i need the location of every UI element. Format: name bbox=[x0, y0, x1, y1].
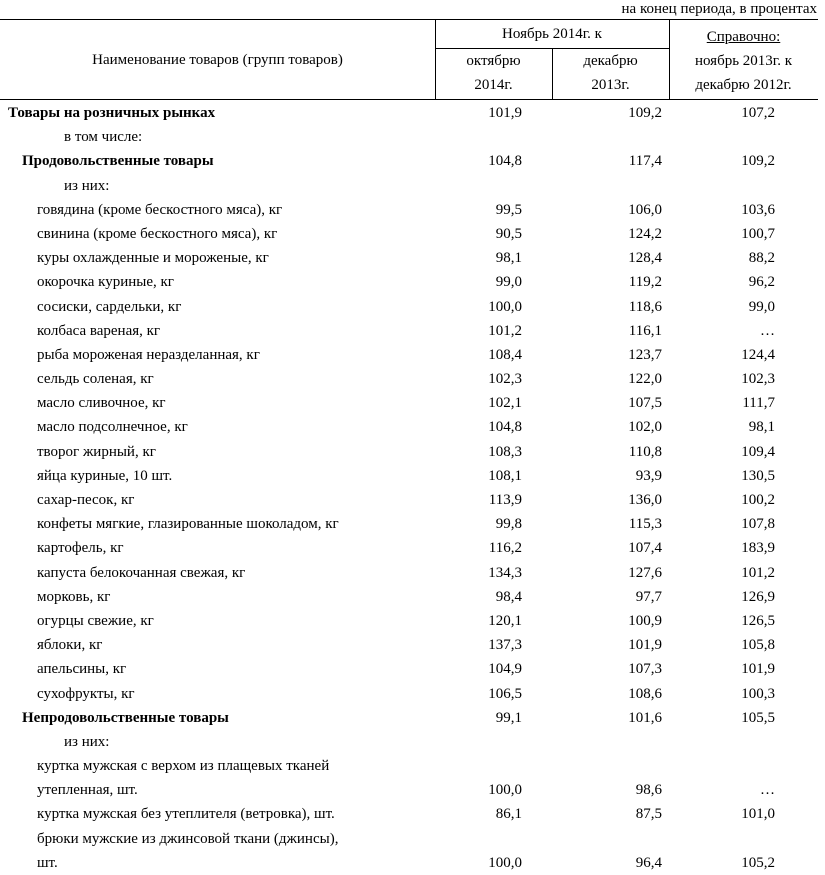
row-value-v2: 127,6 bbox=[628, 564, 662, 581]
row-value-v1: 134,3 bbox=[488, 564, 522, 581]
row-value-v2: 115,3 bbox=[628, 516, 662, 533]
row-value-v1: 99,1 bbox=[495, 709, 522, 726]
row-value-v1: 100,0 bbox=[488, 854, 522, 871]
table-row bbox=[0, 609, 818, 633]
row-value-v3: 111,7 bbox=[742, 395, 775, 412]
row-label: творог жирный, кг bbox=[37, 443, 156, 460]
row-value-v3: 98,1 bbox=[748, 419, 775, 436]
row-value-v2: 101,9 bbox=[628, 637, 662, 654]
row-value-v2: 96,4 bbox=[635, 854, 662, 871]
column-header-oct-line1: октябрю bbox=[466, 53, 521, 69]
row-value-v2: 87,5 bbox=[635, 806, 662, 823]
row-value-v3: 105,2 bbox=[741, 854, 775, 871]
column-header-ref-line2: ноябрь 2013г. к bbox=[694, 53, 793, 69]
row-label: яйца куриные, 10 шт. bbox=[37, 467, 173, 484]
table-row bbox=[0, 657, 818, 681]
row-value-v3: 102,3 bbox=[741, 371, 775, 388]
row-label: сахар-песок, кг bbox=[37, 492, 135, 508]
row-value-v2: 108,6 bbox=[628, 685, 662, 702]
table-row bbox=[0, 488, 818, 512]
column-header-oct bbox=[435, 49, 552, 97]
table-row bbox=[0, 585, 818, 609]
row-value-v1: 108,3 bbox=[488, 443, 522, 460]
table-row bbox=[0, 561, 818, 585]
row-value-v1: 100,0 bbox=[488, 782, 522, 799]
table-row bbox=[0, 827, 818, 851]
row-value-v1: 106,5 bbox=[488, 685, 522, 702]
row-value-v1: 99,0 bbox=[495, 274, 522, 291]
row-value-v3: 107,8 bbox=[741, 516, 775, 533]
row-value-v1: 116,2 bbox=[488, 540, 522, 557]
table-row bbox=[0, 682, 818, 706]
row-value-v3: 126,5 bbox=[741, 612, 775, 629]
row-label: Непродовольственные товары bbox=[22, 709, 229, 726]
column-header-ref-line1: Справочно: bbox=[706, 29, 781, 45]
row-label: куртка мужская с верхом из плащевых тканей bbox=[37, 758, 330, 775]
row-value-v3: 101,0 bbox=[741, 806, 775, 823]
row-label: картофель, кг bbox=[37, 540, 124, 557]
row-value-v2: 101,6 bbox=[628, 709, 662, 726]
column-header-ref-line3: декабрю 2012г. bbox=[695, 77, 792, 93]
table-row bbox=[0, 536, 818, 560]
row-label: колбаса вареная, кг bbox=[37, 322, 161, 339]
row-label: сосиски, сардельки, кг bbox=[37, 298, 182, 315]
row-value-v3: 100,7 bbox=[741, 225, 775, 242]
row-value-v1: 104,8 bbox=[488, 153, 522, 170]
row-value-v1: 104,8 bbox=[488, 419, 522, 436]
column-header-dec-line2: 2013г. bbox=[591, 77, 630, 93]
row-label: из них: bbox=[64, 733, 110, 750]
row-value-v1: 99,5 bbox=[495, 201, 522, 218]
table-row bbox=[0, 149, 818, 173]
table-row bbox=[0, 367, 818, 391]
row-value-v1: 137,3 bbox=[488, 637, 522, 654]
row-value-v3: 96,2 bbox=[748, 274, 775, 291]
header-bottom-rule bbox=[0, 99, 818, 100]
table-row bbox=[0, 125, 818, 149]
row-value-v3: 101,9 bbox=[741, 661, 775, 678]
row-value-v2: 98,6 bbox=[635, 782, 662, 799]
row-label: утепленная, шт. bbox=[37, 782, 138, 799]
row-label: Товары на розничных рынках bbox=[8, 105, 216, 121]
table-row bbox=[0, 319, 818, 343]
row-label: куртка мужская без утеплителя (ветровка), шт. bbox=[37, 806, 335, 823]
row-label: рыба мороженая неразделанная, кг bbox=[37, 346, 260, 363]
row-value-v2: 110,8 bbox=[628, 443, 662, 460]
row-value-v1: 101,9 bbox=[488, 105, 522, 121]
row-value-v3: … bbox=[760, 782, 775, 799]
row-value-v3: 100,2 bbox=[741, 492, 775, 508]
column-header-dec-line1: декабрю bbox=[583, 53, 638, 69]
row-label: свинина (кроме бескостного мяса), кг bbox=[37, 225, 278, 242]
row-value-v2: 97,7 bbox=[635, 588, 662, 605]
row-label: яблоки, кг bbox=[37, 637, 103, 654]
table-row bbox=[0, 730, 818, 754]
row-value-v2: 116,1 bbox=[628, 322, 662, 339]
column-header-reference bbox=[669, 25, 818, 97]
row-value-v3: … bbox=[760, 322, 775, 339]
row-label: куры охлажденные и мороженые, кг bbox=[37, 250, 269, 267]
row-value-v3: 105,5 bbox=[741, 709, 775, 726]
row-value-v3: 101,2 bbox=[741, 564, 775, 581]
table-row bbox=[0, 246, 818, 270]
row-value-v2: 117,4 bbox=[628, 153, 662, 170]
row-label: конфеты мягкие, глазированные шоколадом, кг bbox=[37, 516, 339, 533]
row-label: говядина (кроме бескостного мяса), кг bbox=[37, 201, 283, 218]
row-label: огурцы свежие, кг bbox=[37, 612, 154, 629]
row-label: капуста белокочанная свежая, кг bbox=[37, 564, 246, 581]
row-label: из них: bbox=[64, 177, 110, 194]
row-value-v1: 108,1 bbox=[488, 467, 522, 484]
row-value-v3: 88,2 bbox=[748, 250, 775, 267]
row-value-v2: 123,7 bbox=[628, 346, 662, 363]
row-label: окорочка куриные, кг bbox=[37, 274, 174, 291]
row-value-v3: 183,9 bbox=[741, 540, 775, 557]
row-label: в том числе: bbox=[64, 129, 143, 146]
table-row bbox=[0, 802, 818, 826]
table-row bbox=[0, 851, 818, 875]
row-value-v1: 104,9 bbox=[488, 661, 522, 678]
table-row bbox=[0, 415, 818, 439]
header-top-rule bbox=[0, 19, 818, 20]
column-header-dec bbox=[552, 49, 669, 97]
row-value-v3: 109,4 bbox=[741, 443, 775, 460]
row-value-v2: 124,2 bbox=[628, 225, 662, 242]
row-label: масло сливочное, кг bbox=[37, 395, 166, 412]
row-value-v2: 122,0 bbox=[628, 371, 662, 388]
row-value-v3: 124,4 bbox=[741, 346, 775, 363]
row-value-v1: 90,5 bbox=[495, 225, 522, 242]
table-row bbox=[0, 222, 818, 246]
row-value-v3: 126,9 bbox=[741, 588, 775, 605]
row-value-v2: 93,9 bbox=[635, 467, 662, 484]
table-row bbox=[0, 270, 818, 294]
table-row bbox=[0, 778, 818, 802]
table-row bbox=[0, 295, 818, 319]
row-value-v1: 100,0 bbox=[488, 298, 522, 315]
row-value-v2: 118,6 bbox=[628, 298, 662, 315]
row-label: сухофрукты, кг bbox=[37, 685, 135, 702]
row-value-v3: 100,3 bbox=[741, 685, 775, 702]
row-value-v3: 107,2 bbox=[741, 105, 775, 121]
unit-note: на конец периода, в процентах bbox=[621, 1, 817, 17]
row-label: Продовольственные товары bbox=[22, 153, 214, 170]
row-label: апельсины, кг bbox=[37, 661, 127, 678]
table-row bbox=[0, 464, 818, 488]
column-group-header: Ноябрь 2014г. к bbox=[502, 26, 602, 42]
row-value-v2: 119,2 bbox=[628, 274, 662, 291]
table-row bbox=[0, 512, 818, 536]
row-value-v3: 109,2 bbox=[741, 153, 775, 170]
row-label: морковь, кг bbox=[37, 588, 111, 605]
row-label: масло подсолнечное, кг bbox=[37, 419, 188, 436]
row-value-v3: 105,8 bbox=[741, 637, 775, 654]
row-value-v2: 107,5 bbox=[628, 395, 662, 412]
row-value-v1: 101,2 bbox=[488, 322, 522, 339]
row-value-v2: 106,0 bbox=[628, 201, 662, 218]
row-value-v1: 99,8 bbox=[495, 516, 522, 533]
row-label: брюки мужские из джинсовой ткани (джинсы), bbox=[37, 830, 339, 847]
row-value-v1: 98,1 bbox=[495, 250, 522, 267]
row-value-v2: 100,9 bbox=[628, 612, 662, 629]
row-value-v2: 102,0 bbox=[628, 419, 662, 436]
row-value-v2: 128,4 bbox=[628, 250, 662, 267]
row-value-v1: 113,9 bbox=[488, 492, 522, 508]
row-value-v2: 109,2 bbox=[628, 105, 662, 121]
row-label: шт. bbox=[37, 854, 58, 871]
row-value-v2: 107,4 bbox=[628, 540, 662, 557]
column-header-name: Наименование товаров (групп товаров) bbox=[92, 52, 343, 68]
row-value-v1: 108,4 bbox=[488, 346, 522, 363]
table-row bbox=[0, 101, 818, 125]
row-value-v1: 120,1 bbox=[488, 612, 522, 629]
table-row bbox=[0, 391, 818, 415]
table-row bbox=[0, 343, 818, 367]
table-body bbox=[0, 101, 818, 875]
row-value-v1: 86,1 bbox=[495, 806, 522, 823]
row-value-v1: 102,3 bbox=[488, 371, 522, 388]
row-value-v3: 99,0 bbox=[748, 298, 775, 315]
table-row bbox=[0, 633, 818, 657]
column-header-oct-line2: 2014г. bbox=[474, 77, 513, 93]
row-value-v1: 102,1 bbox=[488, 395, 522, 412]
table-row bbox=[0, 174, 818, 198]
row-value-v3: 103,6 bbox=[741, 201, 775, 218]
table-row bbox=[0, 706, 818, 730]
row-value-v2: 107,3 bbox=[628, 661, 662, 678]
table-row bbox=[0, 198, 818, 222]
table-row bbox=[0, 440, 818, 464]
row-label: сельдь соленая, кг bbox=[37, 371, 154, 388]
table-row bbox=[0, 754, 818, 778]
row-value-v3: 130,5 bbox=[741, 467, 775, 484]
row-value-v1: 98,4 bbox=[495, 588, 522, 605]
row-value-v2: 136,0 bbox=[628, 492, 662, 508]
